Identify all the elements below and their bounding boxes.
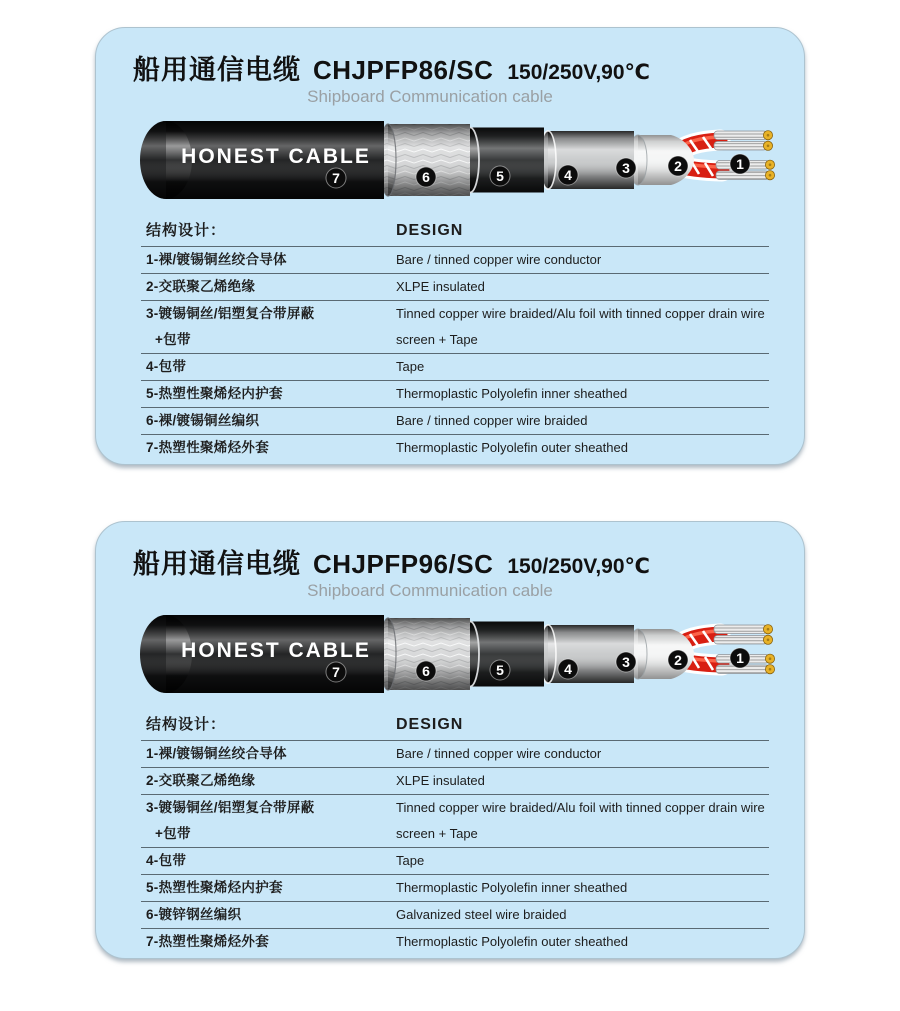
spec-cell-en-line2: screen + Tape bbox=[396, 826, 478, 841]
spec-cell-cn-line2: +包带 bbox=[155, 332, 191, 347]
product-model: CHJPFP96/SC bbox=[313, 549, 494, 579]
spec-cell-en: Bare / tinned copper wire conductor bbox=[396, 746, 602, 761]
spec-header-en: DESIGN bbox=[396, 716, 464, 733]
spec-table-header bbox=[141, 710, 769, 741]
spec-cell-en: Galvanized steel wire braided bbox=[396, 907, 567, 922]
spec-cell-cn: 1-裸/镀锡铜丝绞合导体 bbox=[146, 252, 287, 267]
spec-row bbox=[141, 408, 769, 435]
spec-cell-cn: 3-镀锡铜丝/铝塑复合带屏蔽 bbox=[146, 306, 315, 321]
product-subtitle: Shipboard Communication cable bbox=[307, 87, 553, 106]
spec-row bbox=[141, 274, 769, 301]
spec-cell-cn: 5-热塑性聚烯烃内护套 bbox=[146, 880, 283, 895]
spec-row bbox=[141, 875, 769, 902]
spec-header-cn: 结构设计： bbox=[146, 716, 227, 733]
spec-cell-cn: 1-裸/镀锡铜丝绞合导体 bbox=[146, 746, 287, 761]
spec-cell-en: Bare / tinned copper wire braided bbox=[396, 413, 588, 428]
spec-row bbox=[141, 381, 769, 408]
spec-row bbox=[141, 301, 769, 354]
spec-cell-cn: 2-交联聚乙烯绝缘 bbox=[146, 279, 256, 294]
spec-table bbox=[141, 710, 769, 955]
spec-cell-en: Tinned copper wire braided/Alu foil with tinned copper drain wire bbox=[396, 306, 765, 321]
spec-cell-en: XLPE insulated bbox=[396, 773, 485, 788]
spec-cell-cn: 7-热塑性聚烯烃外套 bbox=[146, 440, 270, 455]
cable-product-card-1 bbox=[95, 27, 805, 465]
spec-cell-en: Thermoplastic Polyolefin inner sheathed bbox=[396, 386, 628, 401]
spec-cell-en-line2: screen + Tape bbox=[396, 332, 478, 347]
spec-row bbox=[141, 435, 769, 461]
spec-row bbox=[141, 929, 769, 955]
spec-cell-cn: 6-裸/镀锡铜丝编织 bbox=[146, 413, 260, 428]
spec-row bbox=[141, 741, 769, 768]
spec-table bbox=[141, 216, 769, 461]
voltage-rating: 150/250V,90℃ bbox=[507, 61, 650, 84]
spec-cell-cn-line2: +包带 bbox=[155, 826, 191, 841]
spec-cell-en: Bare / tinned copper wire conductor bbox=[396, 252, 602, 267]
spec-row bbox=[141, 354, 769, 381]
spec-cell-en: XLPE insulated bbox=[396, 279, 485, 294]
product-title-cn: 船用通信电缆 bbox=[133, 55, 301, 85]
spec-header-cn: 结构设计： bbox=[146, 222, 227, 239]
product-subtitle: Shipboard Communication cable bbox=[307, 581, 553, 600]
spec-cell-cn: 4-包带 bbox=[146, 853, 187, 868]
product-header bbox=[133, 53, 804, 87]
spec-row bbox=[141, 247, 769, 274]
product-title-cn: 船用通信电缆 bbox=[133, 549, 301, 579]
cable-cutaway-illustration bbox=[126, 110, 786, 210]
spec-row bbox=[141, 795, 769, 848]
spec-cell-cn: 3-镀锡铜丝/铝塑复合带屏蔽 bbox=[146, 800, 315, 815]
spec-cell-en: Tape bbox=[396, 853, 425, 868]
spec-table-header bbox=[141, 216, 769, 247]
product-model: CHJPFP86/SC bbox=[313, 55, 494, 85]
spec-row bbox=[141, 848, 769, 875]
spec-cell-en: Tinned copper wire braided/Alu foil with tinned copper drain wire bbox=[396, 800, 765, 815]
cable-product-card-2 bbox=[95, 521, 805, 959]
voltage-rating: 150/250V,90℃ bbox=[507, 555, 650, 578]
spec-cell-cn: 7-热塑性聚烯烃外套 bbox=[146, 934, 270, 949]
spec-cell-cn: 6-镀锌钢丝编织 bbox=[146, 907, 242, 922]
spec-row bbox=[141, 768, 769, 795]
spec-header-en: DESIGN bbox=[396, 222, 464, 239]
spec-cell-cn: 2-交联聚乙烯绝缘 bbox=[146, 773, 256, 788]
spec-row bbox=[141, 902, 769, 929]
spec-cell-en: Tape bbox=[396, 359, 425, 374]
cable-cutaway-illustration bbox=[126, 604, 786, 704]
spec-cell-cn: 4-包带 bbox=[146, 359, 187, 374]
spec-cell-en: Thermoplastic Polyolefin outer sheathed bbox=[396, 934, 628, 949]
spec-cell-en: Thermoplastic Polyolefin outer sheathed bbox=[396, 440, 628, 455]
spec-cell-en: Thermoplastic Polyolefin inner sheathed bbox=[396, 880, 628, 895]
product-header bbox=[133, 547, 804, 581]
spec-cell-cn: 5-热塑性聚烯烃内护套 bbox=[146, 386, 283, 401]
